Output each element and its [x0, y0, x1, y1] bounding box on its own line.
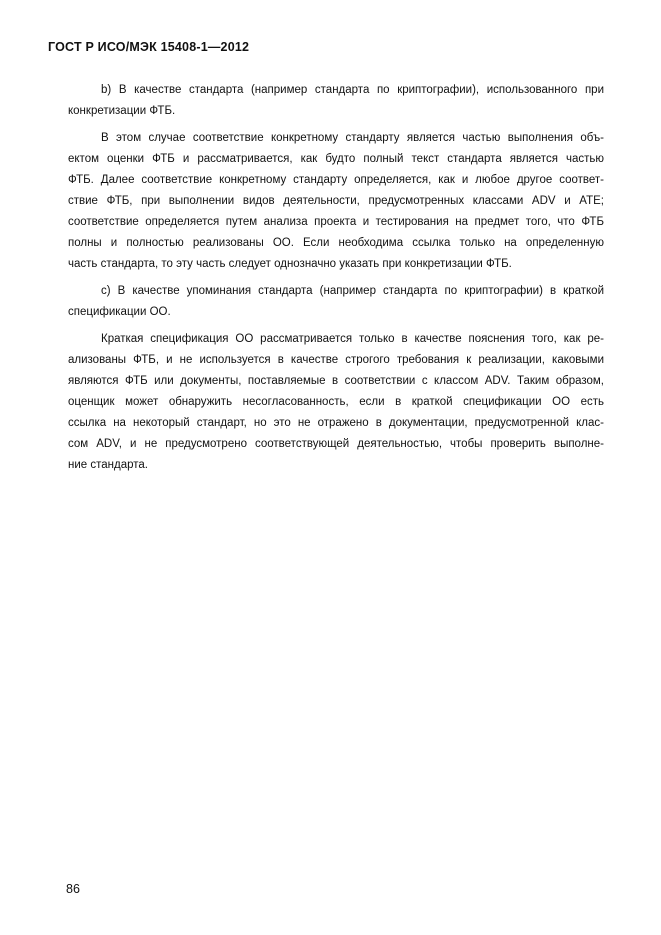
text-line: ссылка на некоторый стандарт, но это не отражено в документации, предусмотренной клас- — [68, 417, 604, 429]
text-line: конкретизации ФТБ. — [68, 105, 176, 117]
paragraph-item-b — [68, 80, 604, 122]
text-line: сом ADV, и не предусмотрено соответствующей деятельностью, чтобы проверить выполне- — [68, 438, 604, 450]
text-line: ствие ФТБ, при выполнении видов деятельности, предусмотренных классами ADV и ATE; — [68, 195, 604, 207]
text-line: оценщик может обнаружить несогласованность, если в краткой спецификации ОО есть — [68, 396, 604, 408]
text-line: b) В качестве стандарта (например стандарта по криптографии), использованного при — [101, 84, 604, 96]
text-line: Краткая спецификация ОО рассматривается только в качестве пояснения того, как ре- — [101, 333, 604, 345]
text-line: часть стандарта, то эту часть следует однозначно указать при конкретизации ФТБ. — [68, 258, 512, 270]
text-line: ФТБ. Далее соответствие конкретному стандарту определяется, как и любое другое соответ- — [68, 174, 604, 186]
paragraph-item-c — [68, 281, 604, 323]
page-number: 86 — [66, 882, 80, 896]
text-line: ектом оценки ФТБ и рассматривается, как будто полный текст стандарта является частью — [68, 153, 604, 165]
text-line: ализованы ФТБ, и не используется в качестве строгого требования к реализации, каковыми — [68, 354, 604, 366]
text-line: c) В качестве упоминания стандарта (например стандарта по криптографии) в краткой — [101, 285, 604, 297]
text-line: ние стандарта. — [68, 459, 148, 471]
document-body — [68, 80, 604, 476]
text-line: соответствие определяется путем анализа проекта и тестирования на предмет того, что ФТБ — [68, 216, 604, 228]
text-line: спецификации ОО. — [68, 306, 171, 318]
document-header: ГОСТ Р ИСО/МЭК 15408-1—2012 — [48, 40, 250, 54]
text-line: полны и полностью реализованы ОО. Если необходима ссылка только на определенную — [68, 237, 604, 249]
paragraph-conformance-explanation — [68, 128, 604, 275]
text-line: являются ФТБ или документы, поставляемые в соответствии с классом ADV. Таким образом, — [68, 375, 604, 387]
paragraph-summary-specification — [68, 329, 604, 476]
text-line: В этом случае соответствие конкретному стандарту является частью выполнения объ- — [101, 132, 604, 144]
